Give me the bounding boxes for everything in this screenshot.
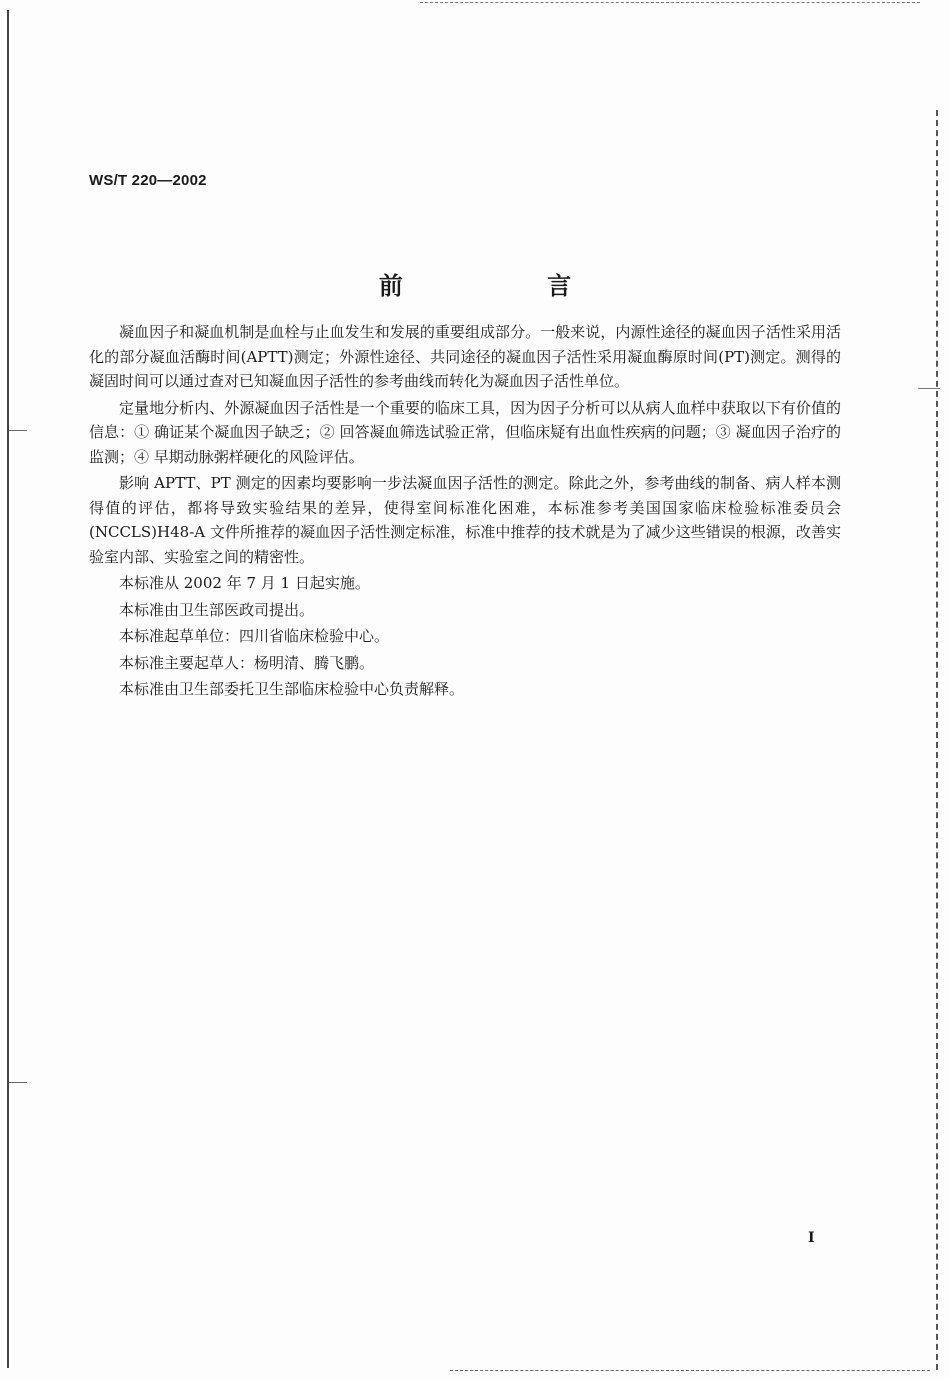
scan-tick <box>9 1082 27 1083</box>
paragraph: 定量地分析内、外源凝血因子活性是一个重要的临床工具，因为因子分析可以从病人血样中获取以下有价值的信息：① 确证某个凝血因子缺乏；② 回答凝血筛选试验正常，但临床疑有出血性疾病的问题；③ 凝血因子治疗的监测；④ 早期动脉粥样硬化的风险评估。 <box>89 398 841 466</box>
paragraph: 凝血因子和凝血机制是血栓与止血发生和发展的重要组成部分。一般来说，内源性途径的凝血因子活性采用活化的部分凝血活酶时间(APTT)测定；外源性途径、共同途径的凝血因子活性采用凝血酶原时间(PT)测定。测得的凝固时间可以通过查对已知凝血因子活性的参考曲线而转化为凝血因子活性单位。 <box>89 323 841 390</box>
document-code: WS/T 220—2002 <box>89 172 207 189</box>
paragraph: 影响 APTT、PT 测定的因素均要影响一步法凝血因子活性的测定。除此之外，参考曲线的制备、病人样本测得值的评估，都将导致实验结果的差异，使得室间标准化困难，本标准参考美国国家临床检验标准委员会(NCCLS)H48-A 文件所推荐的凝血因子活性测定标准，标准中推荐的技术就是为了减少这些错误的根源，改善实验室内部、实验室之间的精密性。 <box>89 474 841 566</box>
paragraph: 本标准主要起草人：杨明清、腾飞鹏。 <box>119 653 375 672</box>
paragraph: 本标准由卫生部医政司提出。 <box>119 600 315 619</box>
paragraph: 本标准从 2002 年 7 月 1 日起实施。 <box>119 574 370 592</box>
section-title: 前 言 <box>378 271 640 300</box>
scan-edge-left <box>7 10 9 1368</box>
scan-tick <box>9 430 27 431</box>
paragraph: 本标准由卫生部委托卫生部临床检验中心负责解释。 <box>119 680 465 698</box>
preface-body <box>89 320 841 704</box>
scan-edge-top <box>420 2 920 3</box>
scan-edge-bottom <box>450 1370 930 1371</box>
scan-tick <box>918 388 940 389</box>
page-number: I <box>808 1230 815 1246</box>
paragraph: 本标准起草单位：四川省临床检验中心。 <box>119 627 390 645</box>
